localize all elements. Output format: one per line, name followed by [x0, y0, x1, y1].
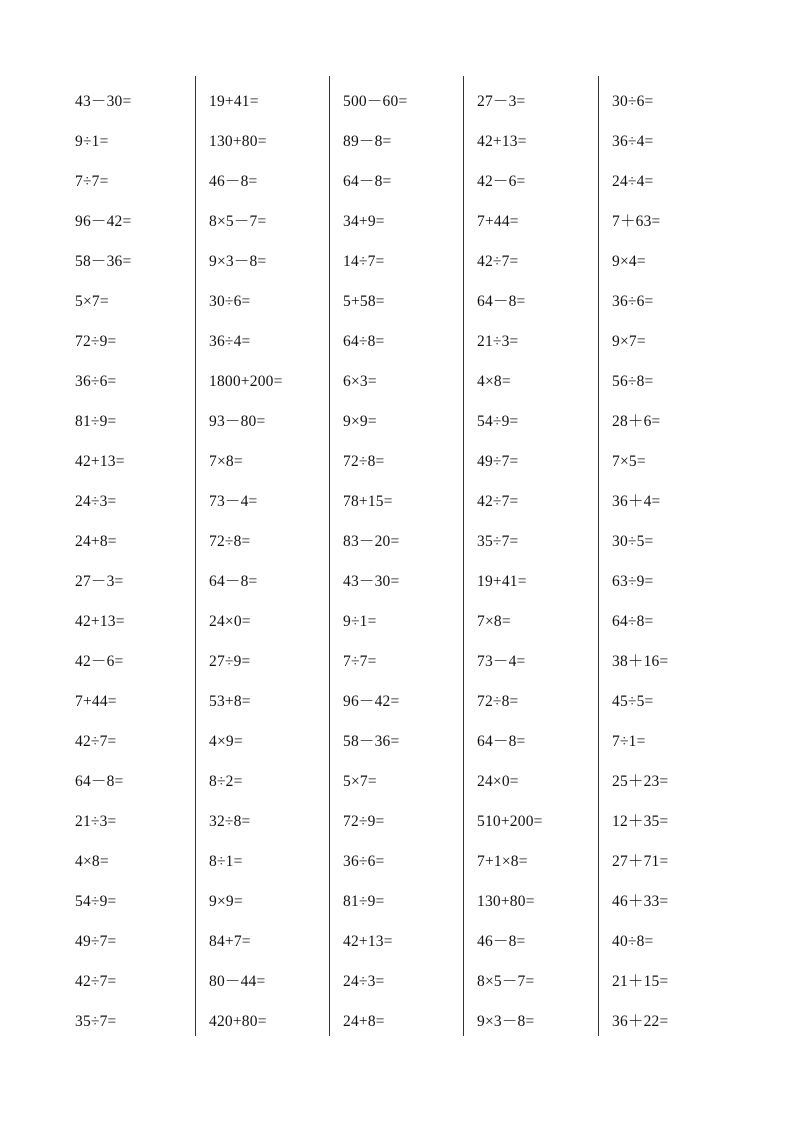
- math-problem: 9×9=: [209, 893, 243, 910]
- math-problem: 73－4=: [477, 653, 526, 670]
- math-problem: 64－8=: [477, 733, 526, 750]
- math-problem: 30÷6=: [209, 293, 251, 310]
- math-problem: 81÷9=: [75, 413, 117, 430]
- math-problem: 9÷1=: [343, 613, 377, 630]
- math-problem: 8÷1=: [209, 853, 243, 870]
- math-problem: 46＋33=: [612, 893, 669, 910]
- problem-column-4: [463, 76, 599, 1036]
- math-problem: 7×5=: [612, 453, 646, 470]
- math-problem: 8×5－7=: [477, 973, 535, 990]
- math-problem: 9×7=: [612, 333, 646, 350]
- math-problem: 81÷9=: [343, 893, 385, 910]
- math-problem: 420+80=: [209, 1013, 267, 1030]
- math-problem: 7＋63=: [612, 213, 661, 230]
- math-problem: 130+80=: [477, 893, 535, 910]
- math-problem: 64－8=: [75, 773, 124, 790]
- math-problem: 7+1×8=: [477, 853, 528, 870]
- problem-column-1: [62, 76, 195, 1036]
- math-problem: 35÷7=: [75, 1013, 117, 1030]
- math-problem: 5+58=: [343, 293, 385, 310]
- math-problem: 19+41=: [477, 573, 527, 590]
- math-problem: 21÷3=: [477, 333, 519, 350]
- math-problem: 36＋4=: [612, 493, 661, 510]
- math-problem: 510+200=: [477, 813, 543, 830]
- math-problem: 9×3－8=: [477, 1013, 535, 1030]
- math-problem: 83－20=: [343, 533, 400, 550]
- math-problem: 6×3=: [343, 373, 377, 390]
- math-problem: 40÷8=: [612, 933, 654, 950]
- math-problem: 24÷4=: [612, 173, 654, 190]
- math-problem: 64÷8=: [612, 613, 654, 630]
- math-problem: 5×7=: [75, 293, 109, 310]
- problem-column-2: [195, 76, 330, 1036]
- math-problem: 73－4=: [209, 493, 258, 510]
- math-problem: 49÷7=: [75, 933, 117, 950]
- math-problem: 27－3=: [477, 93, 526, 110]
- problem-column-5: [598, 76, 735, 1036]
- math-problem: 72÷9=: [75, 333, 117, 350]
- math-problem: 32÷8=: [209, 813, 251, 830]
- math-problem: 36÷4=: [209, 333, 251, 350]
- math-problem: 8÷2=: [209, 773, 243, 790]
- math-problem: 54÷9=: [75, 893, 117, 910]
- math-problem: 63÷9=: [612, 573, 654, 590]
- math-problem: 45÷5=: [612, 693, 654, 710]
- math-problem: 7×8=: [209, 453, 243, 470]
- math-problem: 46－8=: [209, 173, 258, 190]
- math-problem: 56÷8=: [612, 373, 654, 390]
- math-problem: 19+41=: [209, 93, 259, 110]
- math-problem: 4×8=: [477, 373, 511, 390]
- math-problem: 27÷9=: [209, 653, 251, 670]
- math-problem: 27－3=: [75, 573, 124, 590]
- math-problem: 72÷8=: [477, 693, 519, 710]
- math-problem: 7÷7=: [75, 173, 109, 190]
- math-problem: 24×0=: [477, 773, 519, 790]
- math-problem: 8×5－7=: [209, 213, 267, 230]
- math-problem: 7÷1=: [612, 733, 646, 750]
- problem-column-3: [329, 76, 464, 1036]
- math-problem: 72÷9=: [343, 813, 385, 830]
- math-problem: 84+7=: [209, 933, 251, 950]
- math-problem: 28＋6=: [612, 413, 661, 430]
- math-problem: 7+44=: [75, 693, 117, 710]
- math-problem: 30÷5=: [612, 533, 654, 550]
- math-problem: 38＋16=: [612, 653, 669, 670]
- math-problem: 36÷6=: [343, 853, 385, 870]
- math-problem: 96－42=: [75, 213, 132, 230]
- math-problem: 53+8=: [209, 693, 251, 710]
- math-problem: 42+13=: [75, 453, 125, 470]
- math-problem: 46－8=: [477, 933, 526, 950]
- math-problem: 35÷7=: [477, 533, 519, 550]
- math-problem: 21＋15=: [612, 973, 669, 990]
- worksheet: [62, 76, 734, 1036]
- math-problem: 7÷7=: [343, 653, 377, 670]
- math-problem: 1800+200=: [209, 373, 283, 390]
- math-problem: 9×4=: [612, 253, 646, 270]
- math-problem: 36÷6=: [75, 373, 117, 390]
- math-problem: 58－36=: [75, 253, 132, 270]
- math-problem: 42÷7=: [75, 733, 117, 750]
- math-problem: 42+13=: [343, 933, 393, 950]
- math-problem: 24+8=: [343, 1013, 385, 1030]
- math-problem: 58－36=: [343, 733, 400, 750]
- math-problem: 24+8=: [75, 533, 117, 550]
- math-problem: 42+13=: [477, 133, 527, 150]
- math-problem: 96－42=: [343, 693, 400, 710]
- math-problem: 4×8=: [75, 853, 109, 870]
- math-problem: 78+15=: [343, 493, 393, 510]
- math-problem: 72÷8=: [343, 453, 385, 470]
- math-problem: 93－80=: [209, 413, 266, 430]
- math-problem: 14÷7=: [343, 253, 385, 270]
- math-problem: 34+9=: [343, 213, 385, 230]
- math-problem: 42+13=: [75, 613, 125, 630]
- math-problem: 24÷3=: [75, 493, 117, 510]
- math-problem: 24×0=: [209, 613, 251, 630]
- math-problem: 64－8=: [477, 293, 526, 310]
- math-problem: 7+44=: [477, 213, 519, 230]
- math-problem: 30÷6=: [612, 93, 654, 110]
- math-problem: 42－6=: [75, 653, 124, 670]
- math-problem: 25＋23=: [612, 773, 669, 790]
- math-problem: 36÷4=: [612, 133, 654, 150]
- math-problem: 43－30=: [75, 93, 132, 110]
- math-problem: 54÷9=: [477, 413, 519, 430]
- math-problem: 9÷1=: [75, 133, 109, 150]
- math-problem: 43－30=: [343, 573, 400, 590]
- math-problem: 64÷8=: [343, 333, 385, 350]
- math-problem: 72÷8=: [209, 533, 251, 550]
- math-problem: 42÷7=: [477, 493, 519, 510]
- math-problem: 89－8=: [343, 133, 392, 150]
- math-problem: 49÷7=: [477, 453, 519, 470]
- math-problem: 64－8=: [209, 573, 258, 590]
- math-problem: 500－60=: [343, 93, 408, 110]
- math-problem: 42÷7=: [75, 973, 117, 990]
- math-problem: 9×3－8=: [209, 253, 267, 270]
- math-problem: 24÷3=: [343, 973, 385, 990]
- math-problem: 36＋22=: [612, 1013, 669, 1030]
- math-problem: 80－44=: [209, 973, 266, 990]
- math-problem: 36÷6=: [612, 293, 654, 310]
- math-problem: 21÷3=: [75, 813, 117, 830]
- math-problem: 64－8=: [343, 173, 392, 190]
- math-problem: 42－6=: [477, 173, 526, 190]
- math-problem: 42÷7=: [477, 253, 519, 270]
- math-problem: 9×9=: [343, 413, 377, 430]
- math-problem: 7×8=: [477, 613, 511, 630]
- math-problem: 12＋35=: [612, 813, 669, 830]
- math-problem: 5×7=: [343, 773, 377, 790]
- math-problem: 4×9=: [209, 733, 243, 750]
- math-problem: 130+80=: [209, 133, 267, 150]
- math-problem: 27＋71=: [612, 853, 669, 870]
